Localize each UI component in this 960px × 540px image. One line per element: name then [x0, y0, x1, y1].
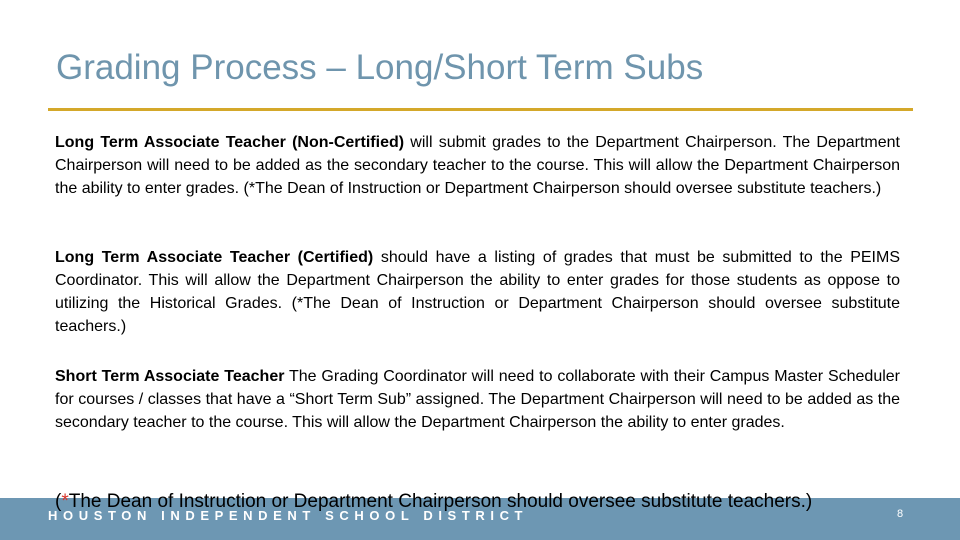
paragraph-lead: Long Term Associate Teacher (Non-Certified) — [55, 134, 405, 151]
paragraph-body: should have a listing of grades that must be submitted to the PEIMS Coordinator. This will allow the Department Chairperson the ability to enter grades for those students as oppose to utilizing the Historical Grades. (*The Dean of Instruction or Department Chairperson should oversee substitute teachers.) — [55, 249, 900, 335]
footnote-open-paren: ( — [55, 491, 62, 512]
paragraph-lead: Long Term Associate Teacher (Certified) — [55, 249, 374, 266]
footer-district-name: HOUSTON INDEPENDENT SCHOOL DISTRICT — [48, 508, 529, 523]
footnote-text: The Dean of Instruction or Department Chairperson should oversee substitute teachers.) — [68, 491, 813, 512]
title-divider — [48, 108, 913, 111]
paragraph-body: will submit grades to the Department Chairperson. The Department Chairperson will need to be added as the secondary teacher to the course. This will allow the Department Chairperson the ability to enter grades. (*The Dean of Instruction or Department Chairperson should oversee substitute teachers.) — [55, 134, 900, 197]
footnote-asterisk: * — [61, 491, 69, 512]
footnote — [55, 491, 812, 513]
paragraph-short-term — [55, 365, 900, 434]
page-number: 8 — [897, 508, 904, 520]
paragraph-body: The Grading Coordinator will need to collaborate with their Campus Master Scheduler for courses / classes that have a “Short Term Sub” assigned. The Department Chairperson will need to be added as the secondary teacher to the course. This will allow the Department Chairperson the ability to enter grades. — [55, 368, 900, 431]
paragraph-lead: Short Term Associate Teacher — [55, 368, 285, 385]
paragraph-non-certified — [55, 131, 900, 200]
paragraph-certified — [55, 246, 900, 338]
slide-title: Grading Process – Long/Short Term Subs — [56, 48, 704, 87]
